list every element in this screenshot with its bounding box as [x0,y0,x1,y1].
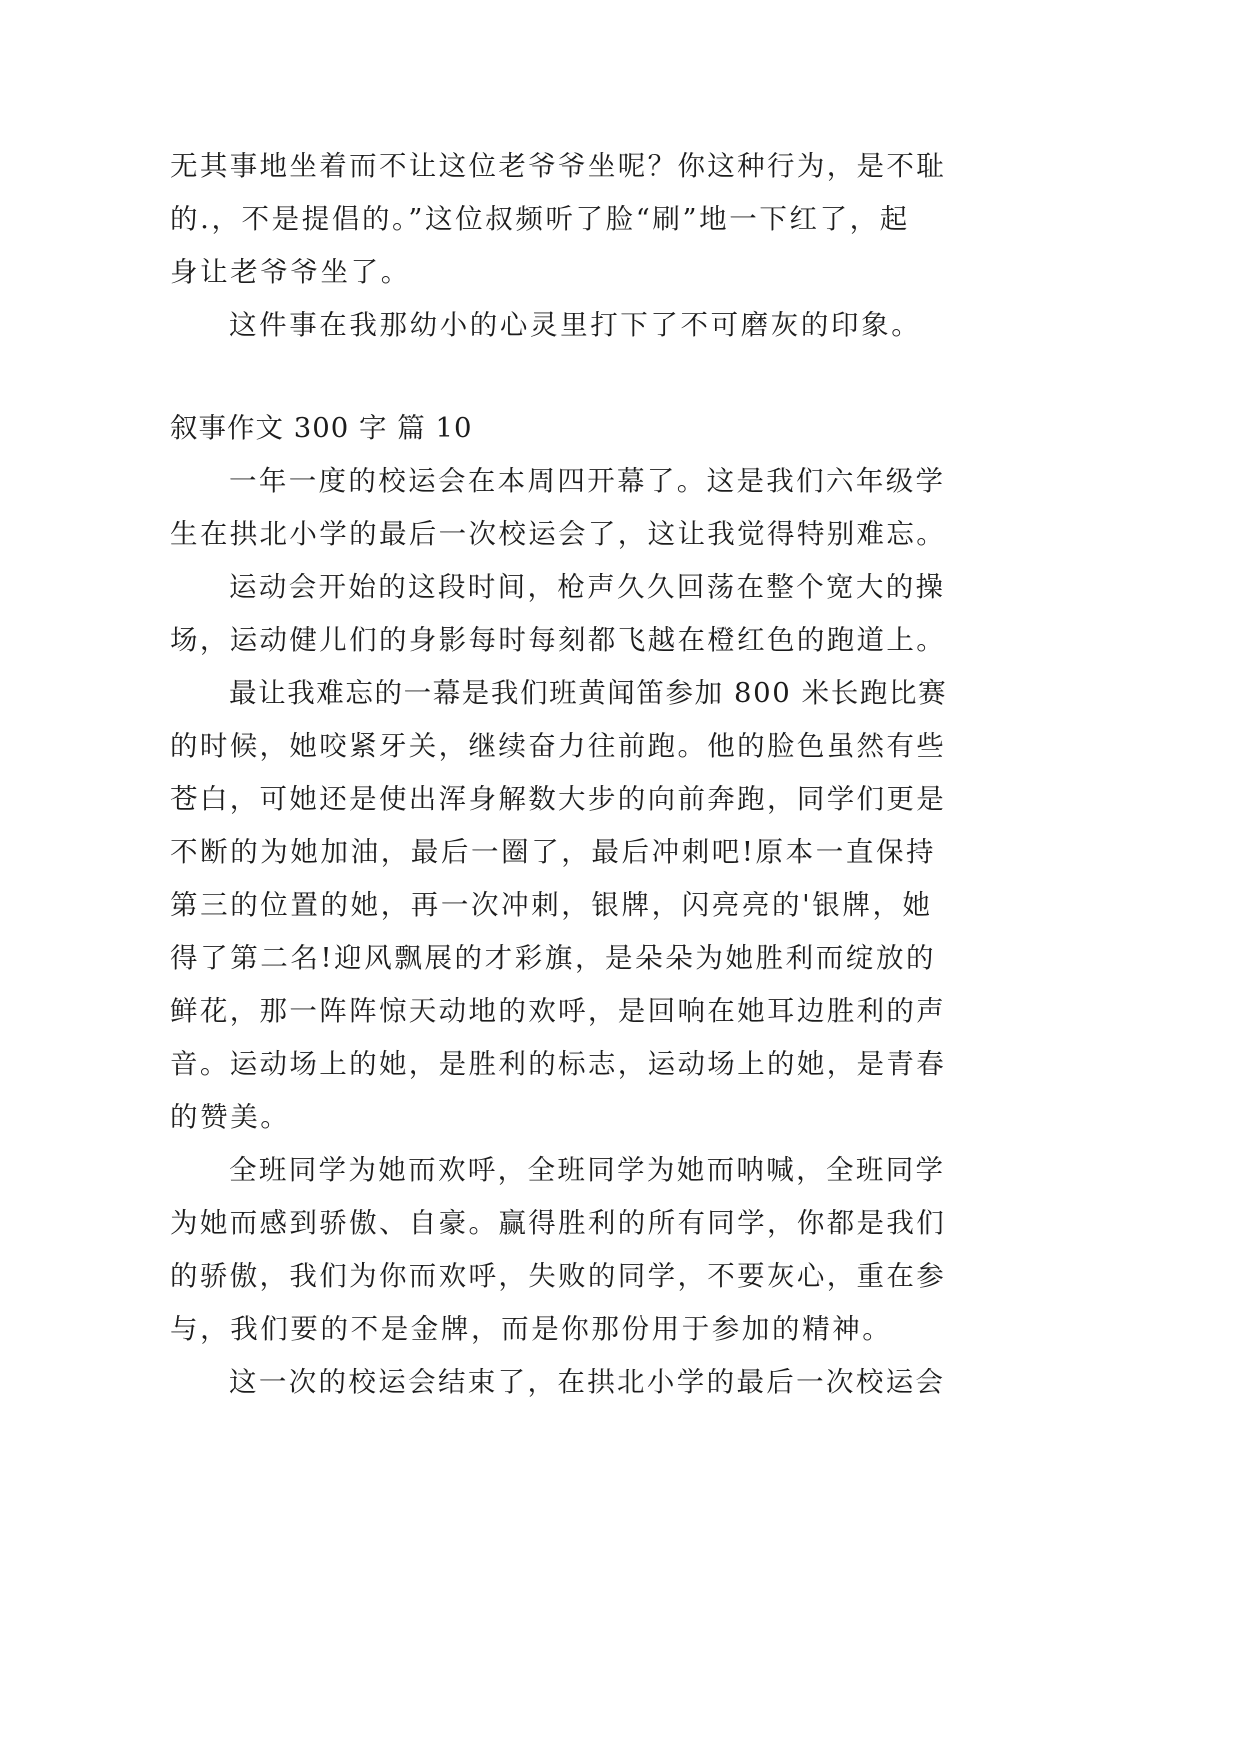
text-line: 鲜花，那一阵阵惊天动地的欢呼，是回响在她耳边胜利的声 [170,995,947,1027]
text-line: 身让老爷爷坐了。 [170,256,411,288]
text-line: 与，我们要的不是金牌，而是你那份用于参加的精神。 [170,1313,893,1345]
paragraph-first-line: 一年一度的校运会在本周四开幕了。这是我们六年级学 [229,465,946,497]
paragraph-first-line: 这件事在我那幼小的心灵里打下了不可磨灰的印象。 [229,309,922,341]
paragraph-first-line: 这一次的校运会结束了，在拱北小学的最后一次校运会 [229,1366,946,1398]
text-line: 第三的位置的她，再一次冲刺，银牌，闪亮亮的'银牌，她 [170,889,933,921]
paragraph-first-line: 全班同学为她而欢呼，全班同学为她而呐喊，全班同学 [229,1154,946,1186]
section-heading: 叙事作文 300 字 篇 10 [170,412,473,444]
text-line: 苍白，可她还是使出浑身解数大步的向前奔跑，同学们更是 [170,783,947,815]
text-line: 的赞美。 [170,1101,291,1133]
text-line: 场，运动健儿们的身影每时每刻都飞越在橙红色的跑道上。 [170,624,947,656]
text-line: 的骄傲，我们为你而欢呼，失败的同学，不要灰心，重在参 [170,1260,947,1292]
paragraph-first-line: 运动会开始的这段时间，枪声久久回荡在整个宽大的操 [229,571,946,603]
text-line: 得了第二名!迎风飘展的才彩旗，是朵朵为她胜利而绽放的 [170,942,937,974]
text-line: 的时候，她咬紧牙关，继续奋力往前跑。他的脸色虽然有些 [170,730,947,762]
text-line: 的.，不是提倡的。”这位叔频听了脸“刷”地一下红了，起 [170,203,910,235]
text-line: 生在拱北小学的最后一次校运会了，这让我觉得特别难忘。 [170,518,947,550]
paragraph-first-line: 最让我难忘的一幕是我们班黄闻笛参加 800 米长跑比赛 [229,677,948,709]
text-line: 音。运动场上的她，是胜利的标志，运动场上的她，是青春 [170,1048,947,1080]
text-line: 无其事地坐着而不让这位老爷爷坐呢？你这种行为，是不耻 [170,150,947,182]
text-line: 不断的为她加油，最后一圈了，最后冲刺吧!原本一直保持 [170,836,937,868]
text-line: 为她而感到骄傲、自豪。赢得胜利的所有同学，你都是我们 [170,1207,947,1239]
